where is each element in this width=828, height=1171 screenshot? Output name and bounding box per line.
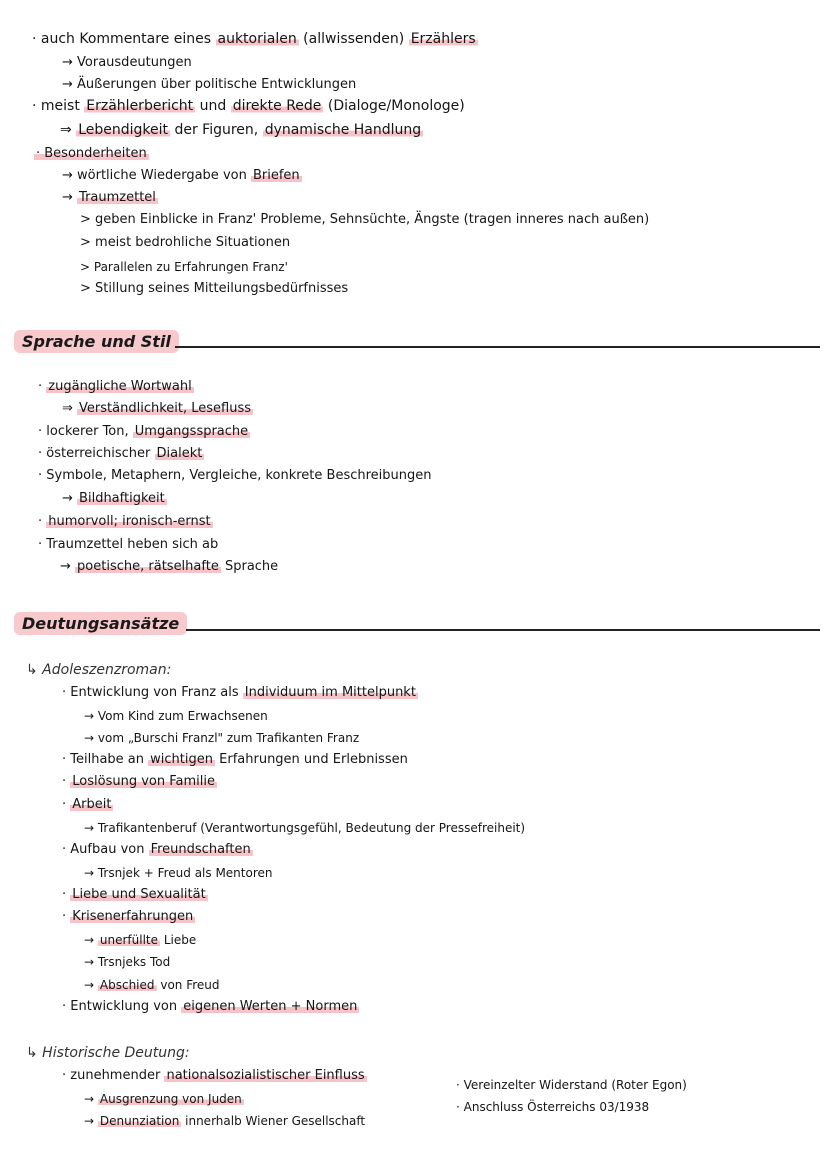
note-line (34, 145, 149, 163)
highlight-text: Freundschaften (150, 842, 251, 857)
note-line: → Trafikantenberuf (Verantwortungsgefühl, Bedeutung der Pressefreiheit) (84, 821, 526, 835)
highlight-text: Abschied (99, 978, 155, 992)
note-line: · Vereinzelter Widerstand (Roter Egon) (456, 1078, 687, 1092)
note-line (84, 1112, 365, 1130)
note-line (32, 30, 478, 48)
note-text: → (84, 978, 95, 992)
section-title: Sprache und Stil (14, 330, 179, 353)
highlight-text: Lebendigkeit (78, 122, 168, 138)
note-line: → Trsnjeks Tod (84, 955, 171, 969)
note-text: → (84, 933, 95, 947)
note-line: → Vorausdeutungen (62, 55, 192, 70)
note-text: · (38, 379, 43, 394)
note-text: · österreichischer (38, 446, 151, 461)
note-line: · Symbole, Metaphern, Vergleiche, konkrete Beschreibungen (38, 468, 432, 483)
highlight-text: Ausgrenzung von Juden (99, 1092, 242, 1106)
highlight-text: eigenen Werten + Normen (183, 999, 358, 1014)
note-line (62, 400, 253, 418)
note-line (62, 189, 158, 207)
highlight-text: humorvoll; ironisch-ernst (48, 514, 211, 529)
note-line: → Trsnjek + Freud als Mentoren (84, 866, 273, 880)
note-line (62, 1067, 367, 1085)
note-line (38, 445, 204, 463)
highlight-text: Briefen (252, 168, 300, 183)
highlight-text: Bildhaftigkeit (79, 491, 165, 506)
note-line (62, 841, 253, 859)
note-text: von Freud (160, 978, 220, 992)
note-text: → (62, 190, 73, 205)
note-line (62, 684, 418, 702)
highlight-text: · Besonderheiten (36, 146, 147, 161)
highlight-text: Dialekt (156, 446, 203, 461)
highlight-text: dynamische Handlung (264, 122, 422, 138)
note-text: ⇒ (62, 401, 73, 416)
note-text: ⇒ (60, 122, 72, 138)
subsection-title: ↳ Historische Deutung: (26, 1045, 190, 1061)
highlight-text: unerfüllte (99, 933, 159, 947)
note-text: → (84, 1114, 95, 1128)
note-line (62, 167, 302, 185)
note-line: → Äußerungen über politische Entwicklungen (62, 77, 357, 92)
note-line: · Anschluss Österreichs 03/1938 (456, 1100, 650, 1114)
note-line: > meist bedrohliche Situationen (80, 235, 291, 250)
note-line (38, 513, 213, 531)
note-line (62, 751, 408, 769)
note-text: Erfahrungen und Erlebnissen (219, 752, 408, 767)
note-text: · auch Kommentare eines (32, 31, 212, 47)
highlight-text: poetische, rätselhafte (77, 559, 219, 574)
highlight-text: Erzählers (410, 31, 476, 47)
note-line (62, 490, 167, 508)
note-line: > Parallelen zu Erfahrungen Franz' (80, 260, 288, 274)
note-line: → Vom Kind zum Erwachsenen (84, 709, 268, 723)
note-text: innerhalb Wiener Gesellschaft (185, 1114, 366, 1128)
highlight-text: wichtigen (150, 752, 213, 767)
note-text: Sprache (224, 559, 279, 574)
highlight-text: Krisenerfahrungen (72, 909, 194, 924)
note-line: > geben Einblicke in Franz' Probleme, Sehnsüchte, Ängste (tragen inneres nach außen) (80, 212, 650, 227)
note-line (62, 886, 208, 904)
note-text: → wörtliche Wiedergabe von (62, 168, 247, 183)
note-text: · zunehmender (62, 1068, 161, 1083)
note-line (60, 558, 278, 576)
note-line (62, 908, 195, 926)
note-line (32, 97, 465, 115)
highlight-text: Arbeit (72, 797, 112, 812)
note-text: · (62, 909, 67, 924)
highlight-text: Liebe und Sexualität (72, 887, 206, 902)
note-text: · (62, 774, 67, 789)
note-line: > Stillung seines Mitteilungsbedürfnisses (80, 281, 349, 296)
note-text: · Aufbau von (62, 842, 145, 857)
note-text: · meist (32, 98, 80, 114)
section-header (14, 610, 187, 636)
note-line (84, 931, 196, 949)
note-text: · Teilhabe an (62, 752, 145, 767)
note-line (62, 998, 359, 1016)
highlight-text: Umgangssprache (134, 424, 249, 439)
highlight-text: Erzählerbericht (86, 98, 194, 114)
subsection-title: ↳ Adoleszenzroman: (26, 662, 172, 678)
section-divider (186, 629, 820, 631)
highlight-text: nationalsozialistischer Einfluss (166, 1068, 365, 1083)
highlight-text: Traumzettel (79, 190, 156, 205)
note-text: und (199, 98, 227, 114)
highlight-text: auktorialen (217, 31, 297, 47)
note-text: · (62, 887, 67, 902)
note-text: · (38, 514, 43, 529)
note-line (84, 1090, 244, 1108)
note-text: Liebe (163, 933, 197, 947)
highlight-text: Verständlichkeit, Lesefluss (79, 401, 252, 416)
highlight-text: zugängliche Wortwahl (48, 379, 192, 394)
note-text: → (60, 559, 71, 574)
note-text: der Figuren, (174, 122, 259, 138)
note-text: (allwissenden) (303, 31, 405, 47)
note-line (38, 423, 250, 441)
note-line (84, 976, 220, 994)
note-text: → (62, 491, 73, 506)
section-divider (175, 346, 820, 348)
section-header (14, 328, 179, 354)
note-text: → (84, 1092, 95, 1106)
note-text: · Entwicklung von Franz als (62, 685, 239, 700)
highlight-text: Denunziation (99, 1114, 180, 1128)
note-line (62, 773, 217, 791)
note-text: · (62, 797, 67, 812)
section-title: Deutungsansätze (14, 612, 187, 635)
highlight-text: direkte Rede (232, 98, 322, 114)
highlight-text: Loslösung von Familie (72, 774, 215, 789)
note-text: · Entwicklung von (62, 999, 178, 1014)
note-line: → vom „Burschi Franzl" zum Trafikanten Franz (84, 731, 360, 745)
note-text: · lockerer Ton, (38, 424, 129, 439)
note-line (38, 378, 194, 396)
note-text: (Dialoge/Monologe) (327, 98, 465, 114)
note-line (62, 796, 113, 814)
note-line (60, 121, 423, 139)
highlight-text: Individuum im Mittelpunkt (244, 685, 416, 700)
note-line: · Traumzettel heben sich ab (38, 537, 219, 552)
